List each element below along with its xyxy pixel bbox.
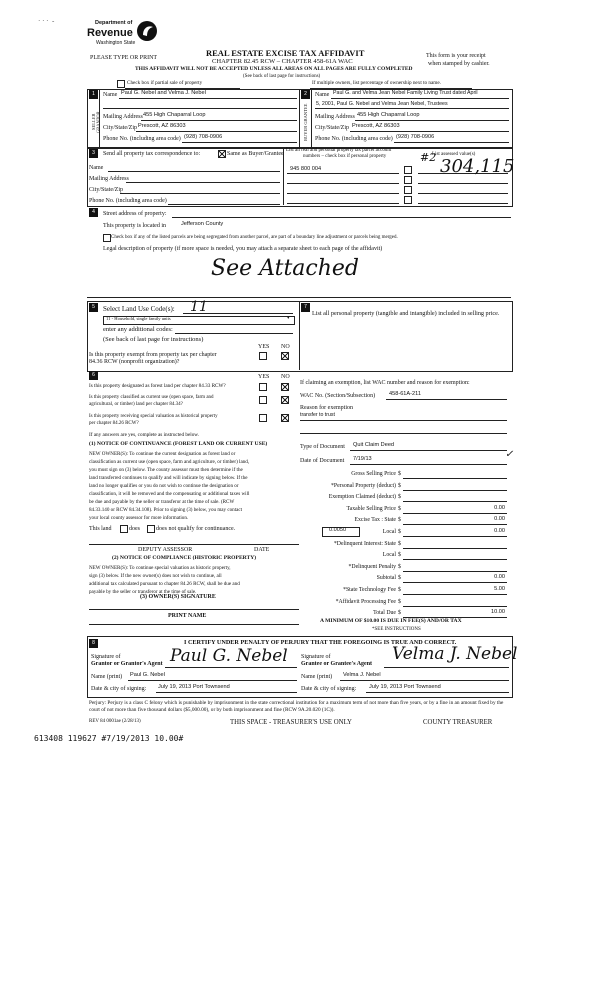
tax-row-label: Subtotal: [376, 575, 396, 581]
tax-row-label: Local: [382, 552, 396, 558]
tax-row-currency: $: [398, 494, 401, 500]
see-attached-handwritten: See Attached: [211, 256, 359, 281]
grantor-sig-label-1: Signature of: [91, 654, 121, 660]
additional-codes-label: enter any additional codes:: [103, 326, 173, 333]
tax-row-label: *Affidavit Processing Fee: [335, 599, 396, 605]
forest-no-checkbox[interactable]: [281, 383, 289, 391]
tax-row-currency: $: [398, 587, 401, 593]
tax-row-value[interactable]: 0.00: [494, 574, 505, 580]
grantee-name-field[interactable]: Velma J. Nebel: [343, 672, 381, 678]
tax-row-label: Total Due: [373, 610, 396, 616]
handwritten-mark: #2: [420, 151, 437, 164]
does-not-label: does not qualify for continuance.: [156, 526, 236, 532]
buyer-grantee-label: BUYER GRANTEE: [303, 103, 308, 141]
same-as-buyer-checkbox[interactable]: [218, 150, 226, 158]
grantee-sig-label-1: Signature of: [301, 654, 331, 660]
notice-line: additional tax calculated pursuant to chapter 84.26 RCW, shall be due and: [89, 581, 240, 587]
notice-continuance-title: (1) NOTICE OF CONTINUANCE (FOREST LAND OR CURRENT USE): [89, 441, 268, 447]
dor-logo: [136, 20, 158, 42]
tax-row-currency: $: [398, 517, 401, 523]
tax-row-currency: $: [398, 529, 401, 535]
located-in-label: This property is located in: [103, 223, 166, 229]
current-use-yes-checkbox[interactable]: [259, 396, 267, 404]
does-label: does: [129, 526, 140, 532]
section-8-badge: 8: [89, 639, 98, 648]
county-field[interactable]: Jefferson County: [181, 221, 224, 227]
tax-row-label: *Delinquent Interest: State: [333, 541, 396, 547]
does-not-checkbox[interactable]: [147, 525, 155, 533]
grantor-date-label: Date & city of signing:: [91, 686, 147, 692]
s6-yes: YES: [258, 374, 270, 380]
tax-row-currency: $: [398, 599, 401, 605]
perjury-note: Perjury: Perjury is a class C felony which is punishable by imprisonment in the state correctional institution for a maximum term of not more than five years, or by a fine in an amount fixed by the court of not more than five thousand dollars ($5,000.00), or by both imprisonment and fine (RCW 9A.20.020 (1C)).: [89, 700, 504, 713]
tax-row-currency: $: [398, 552, 401, 558]
tax-row-label: Gross Selling Price: [351, 471, 396, 477]
certify-statement: I CERTIFY UNDER PENALTY OF PERJURY THAT THE FOREGOING IS TRUE AND CORRECT.: [184, 639, 457, 646]
tax-row-currency: $: [398, 541, 401, 547]
land-use-label: Select Land Use Code(s):: [103, 305, 175, 313]
grantee-date-field[interactable]: July 19, 2013 Port Townsend: [369, 684, 441, 690]
notice-line: sign (3) below. If the new owner(s) does not wish to continue, all: [89, 573, 222, 579]
section-7-badge: 7: [301, 303, 310, 312]
tax-row-currency: $: [398, 506, 401, 512]
reason-label: Reason for exemption: [300, 405, 353, 411]
buyer-phone-field[interactable]: (928) 708-0906: [396, 134, 435, 140]
partial-sale-label: Check box if partial sale of property: [127, 80, 203, 86]
grantor-date-field[interactable]: July 19, 2013 Port Townsend: [158, 684, 230, 690]
type-or-print: PLEASE TYPE OR PRINT: [90, 55, 158, 61]
rev-number: REV 84 0001ae (2/28/13): [89, 719, 141, 724]
section-4-badge: 4: [89, 208, 98, 217]
grantor-signature[interactable]: Paul G. Nebel: [170, 646, 288, 666]
assessed-header: List assessed value(s): [432, 152, 476, 157]
current-use-question-a: Is this property classified as current use (open space, farm and: [89, 395, 214, 400]
s3-mailing-label: Mailing Address: [89, 176, 129, 182]
parcel-number-1[interactable]: 945 800 004: [290, 166, 322, 172]
seller-mailing-label: Mailing Address: [103, 114, 143, 120]
notice-line: 84.33.140 or RCW 84.34.108). Prior to signing (3) below, you may contact: [89, 507, 243, 513]
seller-city-field[interactable]: Prescott, AZ 86303: [138, 123, 186, 129]
parcel-header-1: List all real and personal property tax parcel account: [286, 148, 392, 153]
tax-row-currency: $: [398, 471, 401, 477]
washington-logo-icon: [136, 20, 158, 42]
buyer-city-label: City/State/Zip: [315, 125, 349, 131]
parcel-personal-checkbox-4[interactable]: [404, 196, 412, 204]
tax-row-currency: $: [398, 564, 401, 570]
exempt-question-1: Is this property exempt from property tax per chapter: [89, 352, 217, 358]
s5-see-back: (See back of last page for instructions): [103, 336, 204, 343]
form-title: REAL ESTATE EXCISE TAX AFFIDAVIT: [206, 48, 365, 58]
select-chevron-icon: ▾: [287, 316, 290, 321]
notice-line: land no longer qualifies or you do not wish to continue the designation or: [89, 483, 239, 489]
tax-row-label: Taxable Selling Price: [346, 506, 396, 512]
section-5-badge: 5: [89, 303, 98, 312]
tax-row-value[interactable]: 0.00: [494, 528, 505, 534]
s3-phone-label: Phone No. (including area code): [89, 198, 167, 204]
print-name-label: PRINT NAME: [168, 613, 207, 619]
seller-name-label: Name: [103, 92, 118, 98]
section-6-badge: 6: [89, 371, 98, 380]
scan-marks: · · · -: [38, 17, 55, 25]
current-use-question-b: agricultural, or timber) land per chapter 84.34?: [89, 402, 183, 407]
s5-no: NO: [281, 344, 290, 350]
historic-no-checkbox[interactable]: [281, 414, 289, 422]
dept-line2: Revenue: [87, 27, 133, 39]
same-as-buyer-label: Same as Buyer/Grantee: [227, 151, 284, 157]
notice-line: NEW OWNER(S): To continue special valuation as historic property,: [89, 565, 231, 571]
street-address-label: Street address of property:: [103, 211, 167, 217]
doc-date-label: Date of Document: [300, 458, 345, 464]
tax-row-label: *State Technology Fee: [343, 587, 396, 593]
tax-row-currency: $: [398, 575, 401, 581]
receipt-note-1: This form is your receipt: [426, 53, 486, 59]
seller-city-label: City/State/Zip: [103, 125, 137, 131]
if-yes-note: If any answers are yes, complete as instructed below.: [89, 432, 200, 438]
land-use-handwritten: 11: [190, 299, 208, 315]
seller-grantor-label: SELLER GRANTOR: [91, 111, 101, 133]
buyer-mailing-field[interactable]: 455 High Chaparral Loop: [357, 112, 420, 118]
exempt-no-checkbox[interactable]: [281, 352, 289, 360]
historic-yes-checkbox[interactable]: [259, 414, 267, 422]
deputy-assessor-label: DEPUTY ASSESSOR: [138, 547, 193, 553]
form-chapter: CHAPTER 82.45 RCW – CHAPTER 458-61A WAC: [212, 58, 353, 65]
s3-name-label: Name: [89, 165, 104, 171]
tax-row-value[interactable]: 5.00: [494, 586, 505, 592]
dept-line1: Department of: [95, 20, 133, 26]
grantee-sig-label-2: Grantee or Grantee's Agent: [301, 661, 373, 667]
owner-signature-label: (3) OWNER(S) SIGNATURE: [140, 594, 216, 600]
doc-date-field[interactable]: 7/19/13: [353, 456, 372, 462]
notice-compliance-body: [89, 564, 299, 596]
exemption-label: If claiming an exemption, list WAC number and reason for exemption:: [300, 380, 470, 386]
segregated-checkbox[interactable]: [103, 234, 111, 242]
tax-row-label: Local: [382, 529, 396, 535]
does-checkbox[interactable]: [120, 525, 128, 533]
buyer-city-field[interactable]: Prescott, AZ 86303: [352, 123, 400, 129]
county-treasurer: COUNTY TREASURER: [423, 719, 493, 726]
multiple-owners-note: If multiple owners, list percentage of ownership next to name.: [312, 80, 441, 86]
send-correspondence-label: Send all property tax correspondence to:: [103, 151, 201, 157]
buyer-mailing-label: Mailing Address: [315, 114, 355, 120]
receipt-note-2: when stamped by cashier.: [428, 61, 490, 67]
grantee-name-label: Name (print): [301, 674, 333, 680]
section-3-badge: 3: [89, 149, 98, 158]
minimum-note-2: *SEE INSTRUCTIONS: [372, 627, 421, 632]
section-1-badge: 1: [89, 90, 98, 99]
treasurer-stamp: 613408 119627 #7/19/2013 10.00#: [34, 734, 184, 743]
doc-type-field[interactable]: Quit Claim Deed: [353, 442, 395, 448]
grantor-name-field[interactable]: Paul G. Nebel: [130, 672, 165, 678]
buyer-phone-label: Phone No. (including area code): [315, 136, 393, 142]
historic-question-b: per chapter 84.26 RCW?: [89, 421, 139, 426]
doc-type-label: Type of Document: [300, 444, 345, 450]
grantor-name-label: Name (print): [91, 674, 123, 680]
exempt-question-2: 84.36 RCW (nonprofit organization)?: [89, 359, 180, 365]
parcel-personal-checkbox-2[interactable]: [404, 176, 412, 184]
checkmark-icon: ✓: [505, 449, 514, 460]
notice-compliance-title: (2) NOTICE OF COMPLIANCE (HISTORIC PROPERTY): [112, 555, 257, 561]
wac-field[interactable]: 458-61A-211: [389, 391, 421, 397]
minimum-note-1: A MINIMUM OF $10.00 IS DUE IN FEE(S) AND/OR TAX: [320, 618, 462, 624]
forest-yes-checkbox[interactable]: [259, 383, 267, 391]
s6-no: NO: [281, 374, 290, 380]
tax-row-label: Excise Tax : State: [354, 517, 396, 523]
historic-question-a: Is this property receiving special valuation as historical property: [89, 414, 218, 419]
tax-row-currency: $: [398, 483, 401, 489]
section-2-badge: 2: [301, 90, 310, 99]
buyer-name-label: Name: [315, 92, 330, 98]
seller-phone-label: Phone No. (including area code): [103, 136, 181, 142]
segregated-label: Check box if any of the listed parcels are being segregated from another parcel, are part of a boundary line adjustment or parcels being merged.: [111, 235, 398, 240]
parcel-personal-checkbox-3[interactable]: [404, 186, 412, 194]
assessor-date-label: DATE: [254, 547, 270, 553]
notice-continuance-body: [89, 450, 299, 522]
seller-name-field[interactable]: Paul G. Nebel and Velma J. Nebel: [121, 90, 206, 96]
grantee-signature[interactable]: Velma J. Nebel: [392, 644, 518, 664]
seller-mailing-field[interactable]: 455 High Chaparral Loop: [143, 112, 206, 118]
grantor-sig-label-2: Grantor or Grantor's Agent: [91, 661, 163, 667]
notice-line: be due and payable by the seller or transferor at the time of sale. (RCW: [89, 499, 235, 505]
notice-line: payable by the seller or transferor at the time of sale.: [89, 589, 197, 595]
assessed-value-handwritten[interactable]: 304,115: [440, 156, 515, 177]
land-use-value: 11 - Household, single family units: [106, 316, 171, 321]
grantee-date-label: Date & city of signing:: [301, 686, 357, 692]
treasurer-space: THIS SPACE - TREASURER'S USE ONLY: [230, 719, 352, 726]
current-use-no-checkbox[interactable]: [281, 396, 289, 404]
partial-sale-checkbox[interactable]: [117, 80, 125, 88]
dept-line3: Washington State: [96, 40, 136, 46]
notice-line: you must sign on (3) below. The county assessor must then determine if the: [89, 467, 243, 473]
this-land-label: This land: [89, 526, 112, 532]
buyer-name-field[interactable]: Paul G. and Velma Jean Nebel Family Living Trust dated April: [333, 90, 478, 96]
tax-row-label: *Personal Property (deduct): [330, 483, 396, 489]
tax-row-value[interactable]: 0.00: [494, 505, 505, 511]
tax-row-value[interactable]: 0.00: [494, 516, 505, 522]
personal-property-label: List all personal property (tangible and intangible) included in selling price.: [312, 310, 500, 317]
reason-field[interactable]: transfer to trust: [300, 412, 335, 418]
see-back-header: (See back of last page for instructions): [243, 74, 321, 79]
notice-line: classification as current use (open space, farm and agriculture, or timber) land,: [89, 459, 250, 465]
tax-row-label: Exemption Claimed (deduct): [328, 494, 396, 500]
legal-description-label: Legal description of property (if more space is needed, you may attach a separate sheet to each page of the affidavit): [103, 246, 383, 252]
form-warning: THIS AFFIDAVIT WILL NOT BE ACCEPTED UNLESS ALL AREAS ON ALL PAGES ARE FULLY COMPLETED: [135, 66, 413, 72]
notice-line: NEW OWNER(S): To continue the current designation as forest land or: [89, 451, 236, 457]
wac-label: WAC No. (Section/Subsection): [300, 393, 376, 399]
s5-yes: YES: [258, 344, 270, 350]
s3-city-label: City/State/Zip: [89, 187, 123, 193]
seller-phone-field[interactable]: (928) 708-0906: [184, 134, 223, 140]
tax-row-currency: $: [398, 610, 401, 616]
parcel-header-2: numbers – check box if personal property: [303, 154, 387, 159]
buyer-name-field-2[interactable]: 5, 2001, Paul G. Nebel and Velma Jean Nebel, Trustees: [316, 101, 448, 107]
notice-line: classification, it will be removed and the compensating or additional taxes will: [89, 491, 250, 497]
exempt-yes-checkbox[interactable]: [259, 352, 267, 360]
notice-line: land transferred continues to qualify and will indicate by signing below. If the: [89, 475, 248, 481]
tax-row-value[interactable]: 10.00: [491, 609, 505, 615]
parcel-personal-checkbox-1[interactable]: [404, 166, 412, 174]
local-rate[interactable]: 0.0050: [329, 527, 347, 533]
forest-question: Is this property designated as forest land per chapter 84.33 RCW?: [89, 383, 226, 389]
tax-row-label: *Delinquent Penalty: [348, 564, 396, 570]
notice-line: your local county assessor for more information.: [89, 515, 189, 521]
